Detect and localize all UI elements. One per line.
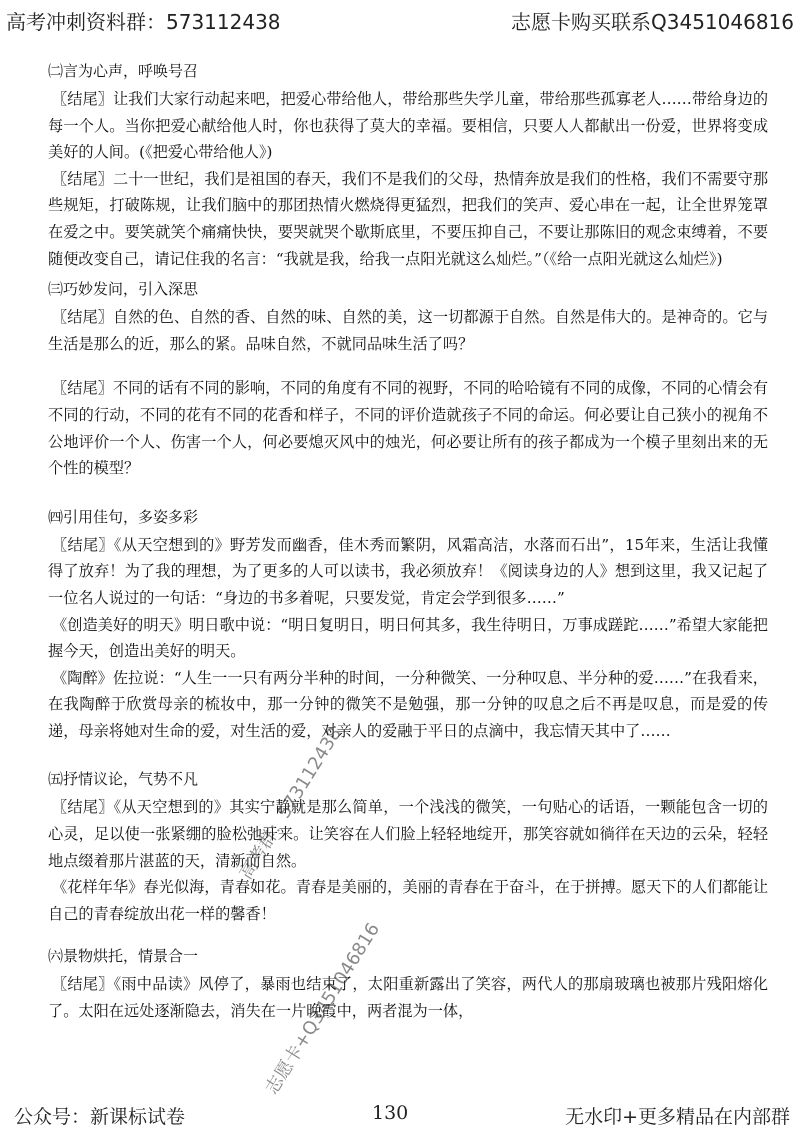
- paragraph: 《创造美好的明天》明日歌中说：“明日复明日，明日何其多，我生待明日，万事成蹉跎……”希望大家能把握今天，创造出美好的明天。: [48, 615, 768, 661]
- page-number: 130: [372, 1102, 409, 1124]
- section-lyrical-argument: [48, 768, 768, 927]
- page-footer: [0, 1098, 800, 1131]
- paragraph: 《花样年华》春光似海，青春如花。青春是美丽的，美丽的青春在于奋斗，在于拼搏。愿天下的人们都能让自己的青春绽放出花一样的馨香！: [48, 878, 768, 923]
- paragraph: 〖结尾〗《雨中品读》风停了，暴雨也结束了，太阳重新露出了笑容，两代人的那扇玻璃也被那片残阳熔化了。太阳在远处逐渐隐去，消失在一片晚霞中，两者混为一体，: [48, 975, 768, 1021]
- section-title: ㈡言为心声，呼唤号召: [48, 62, 199, 80]
- section-title: ㈢巧妙发问，引入深思: [48, 280, 199, 299]
- section-clever-questions: [48, 278, 768, 482]
- page-header: [0, 0, 800, 40]
- section-call-to-action: [48, 60, 768, 272]
- header-group-number: 高考冲刺资料群：573112438: [6, 10, 281, 34]
- paragraph: 〖结尾〗二十一世纪，我们是祖国的春天，我们不是我们的父母，热情奔放是我们的性格，我们不需要守那些规矩，打破陈规，让我们脑中的那团热情火燃烧得更猛烈，把我们的笑声、爱心串在一起，让全世界笼罩在爱之中。要笑就笑个痛痛快快，要哭就哭个歇斯底里，不要压抑自己，不要让那陈旧的观念束缚着，不要随便改变自己，请记住我的名言：“我就是我，给我一点阳光就这么灿烂。”（《给一点阳光就这么灿烂》): [48, 169, 768, 268]
- paragraph: 《陶醉》佐拉说：“人生一一只有两分半种的时间，一分种微笑、一分种叹息、半分种的爱……”在我看来，在我陶醉于欣赏母亲的梳妆中，那一分钟的微笑不是勉强，那一分钟的叹息之后不再是叹息，而是爱的传递，母亲将她对生命的爱，对生活的爱，对亲人的爱融于平日的点滴中，我忘情天其中了……: [48, 668, 768, 740]
- paragraph: 〖结尾〗《从天空想到的》野芳发而幽香，佳木秀而繁阴，风霜高洁，水落而石出”，15年来，生活让我懂得了放弃！为了我的理想，为了更多的人可以读书，我必须放弃！《阅读身边的人》想到这里，我又记起了一位名人说过的一句话：“身边的书多着呢，只要发觉，肯定会学到很多……”: [48, 535, 768, 607]
- watermark-group-line: 高考群：573112438: [235, 723, 346, 884]
- paragraph: 〖结尾〗《从天空想到的》其实宁静就是那么简单，一个浅浅的微笑，一句贴心的话语，一颗能包含一切的心灵，足以使一张紧绷的脸松弛开来。让笑容在人们脸上轻轻地绽开，那笑容就如徜徉在天边的云朵，轻轻地点缀着那片湛蓝的天，清新而自然。: [48, 798, 768, 870]
- footer-note: 无水印+更多精品在内部群: [565, 1106, 790, 1128]
- paragraph: 〖结尾〗让我们大家行动起来吧，把爱心带给他人，带给那些失学儿童，带给那些孤寡老人……带给身边的每一个人。当你把爱心献给他人时，你也获得了莫大的幸福。要相信，只要人人都献出一份爱，世界将变成美好的人间。(《把爱心带给他人》): [48, 90, 768, 162]
- section-title: ㈥景物烘托，情景合一: [48, 947, 199, 966]
- document-body: [48, 60, 768, 1025]
- section-scenery-setting: [48, 945, 768, 1024]
- section-title: ㈣引用佳句，多姿多彩: [48, 507, 199, 526]
- paragraph: 〖结尾〗不同的话有不同的影响，不同的角度有不同的视野，不同的哈哈镜有不同的成像，不同的心情会有不同的行动，不同的花有不同的花香和样子，不同的评价造就孩子不同的命运。何必要让自己狭小的视角不公地评价一个人、伤害一个人，何必要熄灭风中的烛光，何必要让所有的孩子都成为一个模子里刻出来的无个性的模型？: [48, 379, 768, 478]
- footer-account: 公众号：新课标试卷: [14, 1106, 186, 1128]
- paragraph: 〖结尾〗自然的色、自然的香、自然的味、自然的美，这一切都源于自然。自然是伟大的。是神奇的。它与生活是那么的近，那么的紧。品味自然，不就同品味生活了吗？: [48, 308, 768, 353]
- watermark-contact-line: 志愿卡+Q3451046816: [261, 919, 385, 1099]
- header-contact: 志愿卡购买联系Q3451046816: [511, 10, 794, 34]
- section-quotations: [48, 506, 768, 745]
- section-title: ㈤抒情议论，气势不凡: [48, 770, 199, 789]
